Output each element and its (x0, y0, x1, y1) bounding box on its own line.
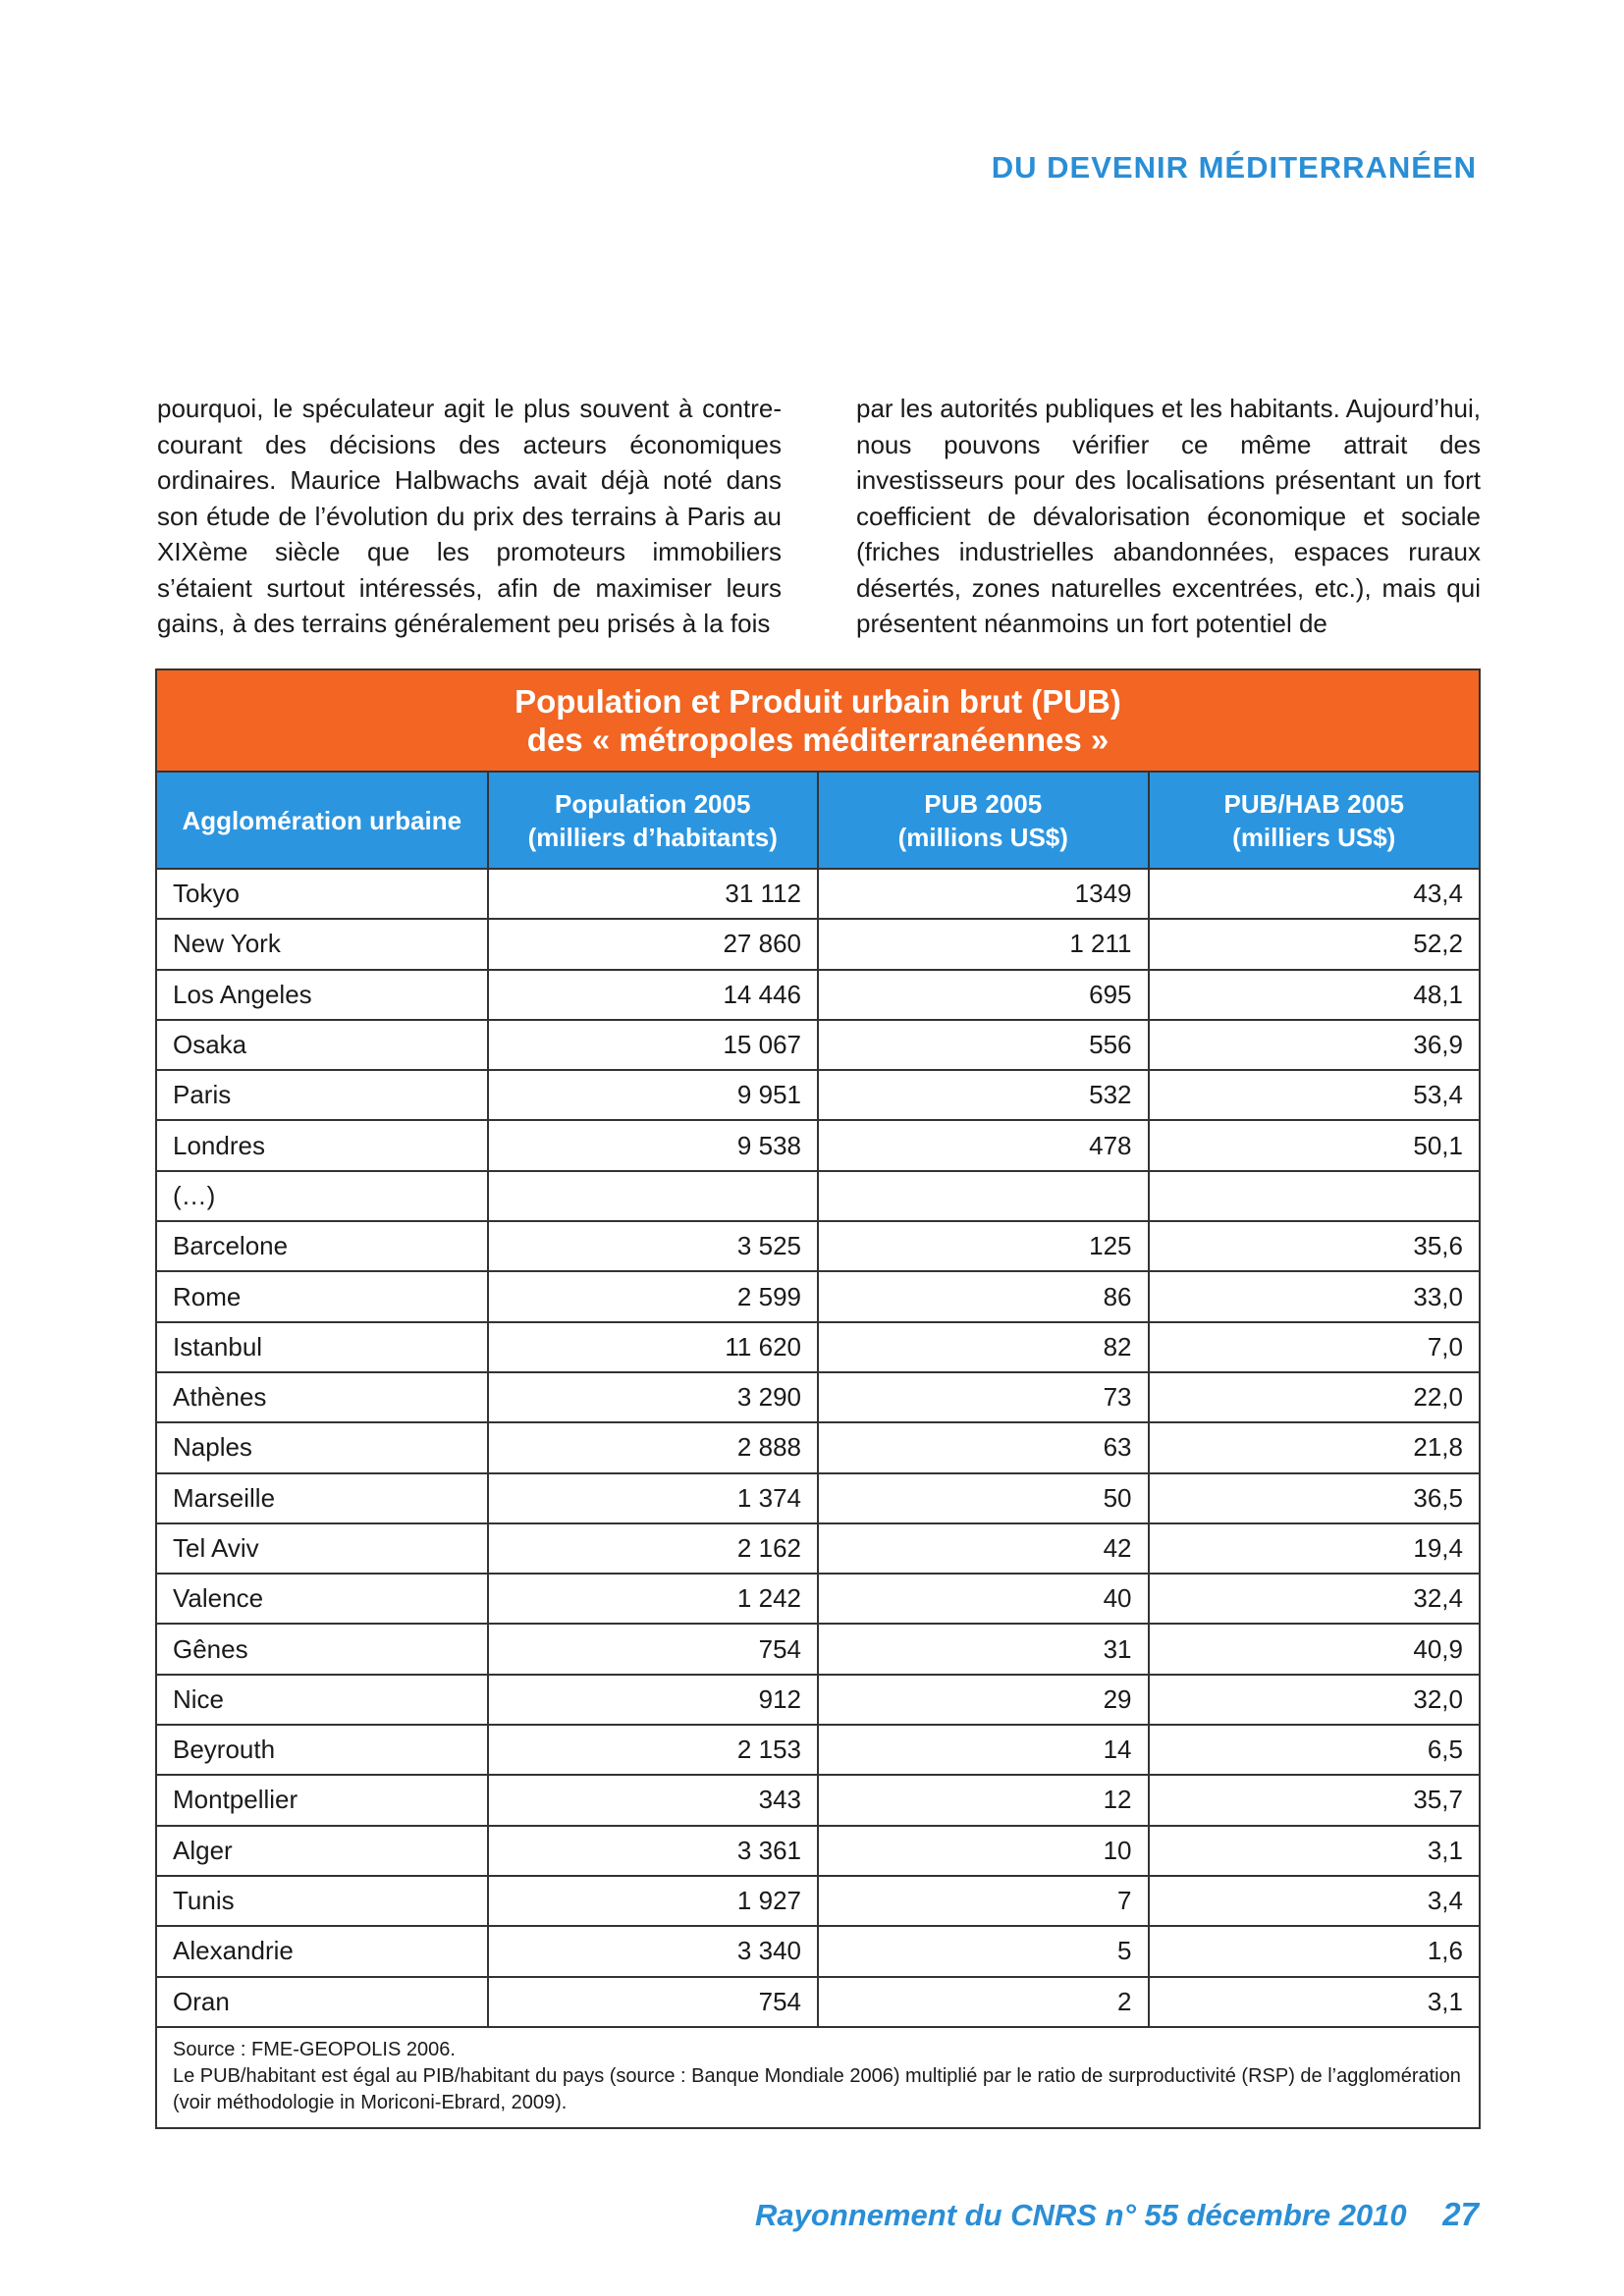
cell-pub-hab: 3,1 (1149, 1826, 1480, 1876)
table-row (157, 1725, 1479, 1775)
cell-population: 27 860 (488, 919, 819, 969)
cell-pub-hab: 32,4 (1149, 1574, 1480, 1624)
cell-pub: 695 (818, 970, 1149, 1020)
cell-population: 912 (488, 1675, 819, 1725)
cell-pub-hab: 35,7 (1149, 1775, 1480, 1825)
cell-city: Istanbul (157, 1322, 488, 1372)
cell-city: Alger (157, 1826, 488, 1876)
cell-city: Oran (157, 1977, 488, 2027)
table-header (157, 773, 1479, 869)
header-population-line-2: (milliers d’habitants) (527, 822, 778, 852)
cell-population (488, 1171, 819, 1221)
cell-city: Beyrouth (157, 1725, 488, 1775)
cell-pub: 63 (818, 1422, 1149, 1472)
cell-pub: 73 (818, 1372, 1149, 1422)
cell-city: Marseille (157, 1473, 488, 1523)
cell-pub: 125 (818, 1221, 1149, 1271)
cell-population: 1 374 (488, 1473, 819, 1523)
cell-population: 14 446 (488, 970, 819, 1020)
body-text (157, 391, 1481, 648)
table-source-note: Source : FME-GEOPOLIS 2006. (173, 2038, 456, 2060)
table-row (157, 1020, 1479, 1070)
header-population-line-1: Population 2005 (555, 788, 751, 819)
cell-population: 3 340 (488, 1926, 819, 1976)
cell-population: 1 927 (488, 1876, 819, 1926)
header-pub (818, 773, 1149, 869)
cell-pub-hab: 21,8 (1149, 1422, 1480, 1472)
header-agglomeration (157, 773, 488, 869)
cell-pub-hab (1149, 1171, 1480, 1221)
body-text-column-2: par les autorités publiques et les habitants. Aujourd’hui, nous pouvons vérifier ce même attrait des investisseurs pour des localisations présentant un fort coefficient de dévalorisation économique et sociale (friches industrielles abandonnées, espaces ruraux désertés, zones naturelles excentrées, etc.), mais qui présentent néanmoins un fort potentiel de (856, 394, 1481, 638)
table-row (157, 1322, 1479, 1372)
cell-city: Tokyo (157, 869, 488, 919)
running-title: DU DEVENIR MÉDITERRANÉEN (991, 150, 1477, 185)
table-title-line-1: Population et Produit urbain brut (PUB) (514, 683, 1121, 720)
cell-city: Gênes (157, 1624, 488, 1674)
cell-pub: 10 (818, 1826, 1149, 1876)
table-body (157, 869, 1479, 2027)
cell-pub: 478 (818, 1120, 1149, 1170)
cell-pub: 12 (818, 1775, 1149, 1825)
cell-pub: 532 (818, 1070, 1149, 1120)
cell-pub-hab: 22,0 (1149, 1372, 1480, 1422)
cell-pub: 1349 (818, 869, 1149, 919)
cell-pub-hab: 32,0 (1149, 1675, 1480, 1725)
header-pub-hab-line-2: (milliers US$) (1232, 822, 1396, 852)
page-footer (755, 2196, 1479, 2233)
cell-city: Rome (157, 1271, 488, 1321)
cell-city: Athènes (157, 1372, 488, 1422)
table-row (157, 1120, 1479, 1170)
table-row (157, 1372, 1479, 1422)
cell-population: 1 242 (488, 1574, 819, 1624)
table-method-note: Le PUB/habitant est égal au PIB/habitant du pays (source : Banque Mondiale 2006) multiplié par le ratio de surproductivité (RSP) de l’agglomération (voir méthodologie in Moriconi-Ebrard, 2009). (173, 2064, 1461, 2113)
page-number: 27 (1442, 2196, 1479, 2232)
cell-city: Montpellier (157, 1775, 488, 1825)
data-table-box (155, 668, 1481, 2129)
cell-pub-hab: 52,2 (1149, 919, 1480, 969)
cell-population: 2 888 (488, 1422, 819, 1472)
table-row (157, 1221, 1479, 1271)
cell-pub-hab: 53,4 (1149, 1070, 1480, 1120)
cell-city: Barcelone (157, 1221, 488, 1271)
cell-city: Tunis (157, 1876, 488, 1926)
cell-population: 9 538 (488, 1120, 819, 1170)
table-row (157, 1574, 1479, 1624)
table-row (157, 1826, 1479, 1876)
cell-pub-hab: 3,1 (1149, 1977, 1480, 2027)
cell-population: 11 620 (488, 1322, 819, 1372)
table-notes (157, 2028, 1479, 2127)
table-row (157, 1271, 1479, 1321)
table-row (157, 1624, 1479, 1674)
data-table (157, 773, 1479, 2028)
header-population (488, 773, 819, 869)
cell-pub: 40 (818, 1574, 1149, 1624)
cell-pub-hab: 19,4 (1149, 1523, 1480, 1574)
table-row (157, 1473, 1479, 1523)
cell-population: 754 (488, 1977, 819, 2027)
cell-pub-hab: 36,9 (1149, 1020, 1480, 1070)
table-row (157, 970, 1479, 1020)
cell-city: Tel Aviv (157, 1523, 488, 1574)
header-agglomeration-label: Agglomération urbaine (182, 805, 462, 835)
table-header-row (157, 773, 1479, 869)
table-row (157, 1523, 1479, 1574)
cell-pub-hab: 7,0 (1149, 1322, 1480, 1372)
cell-pub-hab: 3,4 (1149, 1876, 1480, 1926)
table-row (157, 1675, 1479, 1725)
cell-population: 3 525 (488, 1221, 819, 1271)
cell-pub: 31 (818, 1624, 1149, 1674)
cell-pub: 29 (818, 1675, 1149, 1725)
cell-pub-hab: 6,5 (1149, 1725, 1480, 1775)
cell-city: Alexandrie (157, 1926, 488, 1976)
cell-population: 31 112 (488, 869, 819, 919)
cell-pub: 1 211 (818, 919, 1149, 969)
cell-population: 2 153 (488, 1725, 819, 1775)
table-row (157, 1422, 1479, 1472)
cell-pub-hab: 50,1 (1149, 1120, 1480, 1170)
header-pub-hab (1149, 773, 1480, 869)
cell-pub: 14 (818, 1725, 1149, 1775)
table-title-line-2: des « métropoles méditerranéennes » (526, 721, 1110, 758)
cell-city: Osaka (157, 1020, 488, 1070)
cell-city: Naples (157, 1422, 488, 1472)
cell-pub: 86 (818, 1271, 1149, 1321)
cell-pub (818, 1171, 1149, 1221)
header-pub-line-2: (millions US$) (897, 822, 1068, 852)
cell-pub: 5 (818, 1926, 1149, 1976)
table-row (157, 1876, 1479, 1926)
cell-population: 2 162 (488, 1523, 819, 1574)
cell-population: 9 951 (488, 1070, 819, 1120)
table-title (157, 670, 1479, 773)
cell-city: (…) (157, 1171, 488, 1221)
cell-pub-hab: 40,9 (1149, 1624, 1480, 1674)
cell-pub-hab: 33,0 (1149, 1271, 1480, 1321)
cell-pub-hab: 35,6 (1149, 1221, 1480, 1271)
cell-pub: 2 (818, 1977, 1149, 2027)
cell-pub-hab: 43,4 (1149, 869, 1480, 919)
cell-population: 754 (488, 1624, 819, 1674)
cell-pub: 556 (818, 1020, 1149, 1070)
header-pub-hab-line-1: PUB/HAB 2005 (1223, 788, 1404, 819)
cell-pub-hab: 1,6 (1149, 1926, 1480, 1976)
cell-city: Valence (157, 1574, 488, 1624)
body-text-column-1: pourquoi, le spéculateur agit le plus souvent à contre-courant des décisions des acteurs économiques ordinaires. Maurice Halbwachs avait déjà noté dans son étude de l’évolution du prix des terrains à Paris au XIXème siècle que les promoteurs immobiliers s’étaient surtout intéressés, afin de maximiser leurs gains, à des terrains généralement peu prisés à la fois (157, 394, 782, 638)
table-row (157, 1926, 1479, 1976)
cell-population: 3 290 (488, 1372, 819, 1422)
table-row (157, 1070, 1479, 1120)
cell-pub: 42 (818, 1523, 1149, 1574)
cell-city: New York (157, 919, 488, 969)
cell-population: 3 361 (488, 1826, 819, 1876)
cell-city: Nice (157, 1675, 488, 1725)
cell-population: 15 067 (488, 1020, 819, 1070)
cell-city: Londres (157, 1120, 488, 1170)
table-row (157, 1171, 1479, 1221)
header-pub-line-1: PUB 2005 (924, 788, 1043, 819)
table-row (157, 869, 1479, 919)
table-row (157, 1977, 1479, 2027)
table-row (157, 919, 1479, 969)
cell-city: Los Angeles (157, 970, 488, 1020)
cell-city: Paris (157, 1070, 488, 1120)
cell-pub: 7 (818, 1876, 1149, 1926)
cell-pub-hab: 36,5 (1149, 1473, 1480, 1523)
cell-pub: 50 (818, 1473, 1149, 1523)
cell-population: 2 599 (488, 1271, 819, 1321)
cell-pub-hab: 48,1 (1149, 970, 1480, 1020)
publication-name: Rayonnement du CNRS n° 55 décembre 2010 (755, 2198, 1407, 2232)
cell-population: 343 (488, 1775, 819, 1825)
table-row (157, 1775, 1479, 1825)
cell-pub: 82 (818, 1322, 1149, 1372)
